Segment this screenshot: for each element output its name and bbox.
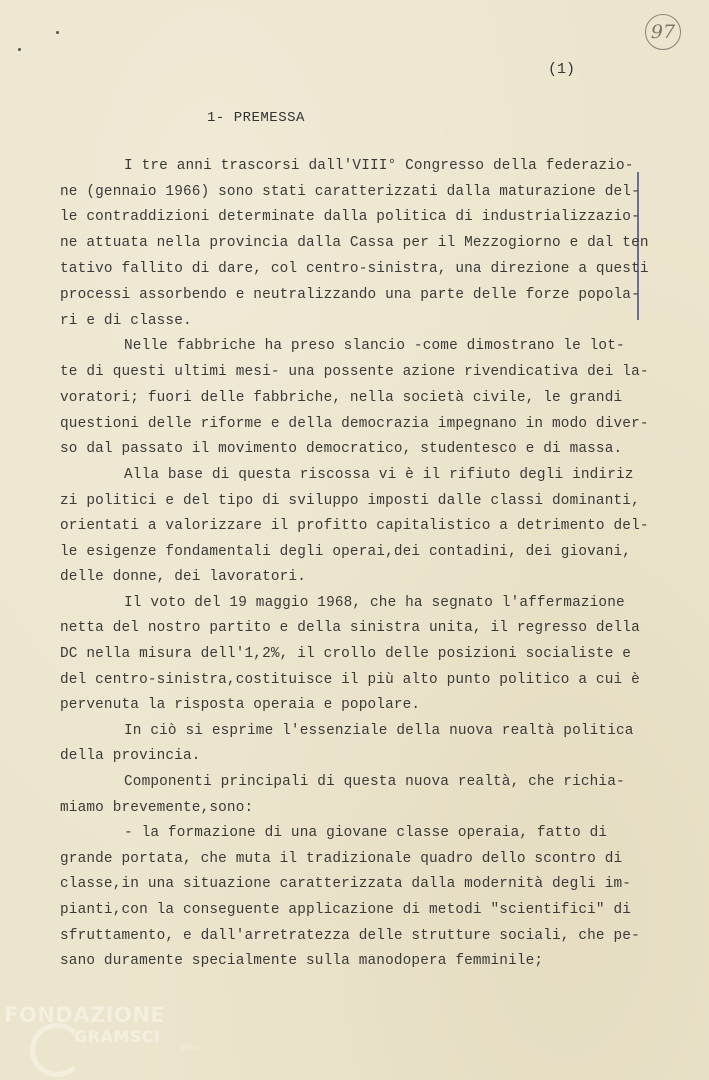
body-line: zi politici e del tipo di sviluppo imposti dalle classi dominanti, — [60, 493, 640, 509]
page-number: (1) — [548, 61, 576, 78]
body-line: pianti,con la conseguente applicazione di metodi "scientifici" di — [60, 902, 632, 918]
body-line: questioni delle riforme e della democrazia impegnano in modo diver- — [60, 416, 649, 432]
body-line: I tre anni trascorsi dall'VIII° Congresso della federazio- — [124, 158, 634, 174]
archive-number-stamp: 97 — [645, 14, 681, 50]
body-line: so dal passato il movimento democratico, studentesco e di massa. — [60, 441, 623, 457]
body-line: miamo brevemente,sono: — [60, 800, 254, 816]
watermark-line-1: FONDAZIONE — [4, 1003, 166, 1027]
body-line: - la formazione di una giovane classe operaia, fatto di — [124, 825, 608, 841]
body-line: delle donne, dei lavoratori. — [60, 569, 307, 585]
body-line: sfruttamento, e dall'arretratezza delle strutture sociali, che pe- — [60, 928, 640, 944]
body-line: della provincia. — [60, 748, 201, 764]
body-line: grande portata, che muta il tradizionale quadro dello scontro di — [60, 851, 623, 867]
body-line: le contraddizioni determinate dalla politica di industrializzazio- — [60, 209, 640, 225]
body-line: processi assorbendo e neutralizzando una parte delle forze popola- — [60, 287, 640, 303]
body-line: classe,in una situazione caratterizzata dalla modernità degli im- — [60, 876, 632, 892]
body-line: voratori; fuori delle fabbriche, nella società civile, le grandi — [60, 390, 623, 406]
watermark-line-2: GRAMSCI — [74, 1027, 161, 1046]
body-line: pervenuta la risposta operaia e popolare. — [60, 697, 421, 713]
body-line: ri e di classe. — [60, 313, 192, 329]
ink-speck — [18, 48, 21, 51]
body-line: ne attuata nella provincia dalla Cassa per il Mezzogiorno e dal ten — [60, 235, 649, 251]
body-line: del centro-sinistra,costituisce il più alto punto politico a cui è — [60, 672, 640, 688]
body-line: Componenti principali di questa nuova realtà, che richia- — [124, 774, 625, 790]
body-line: ne (gennaio 1966) sono stati caratterizzati dalla maturazione del- — [60, 184, 640, 200]
watermark-logo — [4, 1003, 204, 1073]
body-line: Nelle fabbriche ha preso slancio -come dimostrano le lot- — [124, 338, 625, 354]
body-line: sano duramente specialmente sulla manodopera femminile; — [60, 953, 544, 969]
watermark-line-3: onlus — [180, 1043, 202, 1052]
body-line: te di questi ultimi mesi- una possente azione rivendicativa dei la- — [60, 364, 649, 380]
body-line: le esigenze fondamentali degli operai,dei contadini, dei giovani, — [60, 544, 632, 560]
body-line: orientati a valorizzare il profitto capitalistico a detrimento del- — [60, 518, 649, 534]
body-line: DC nella misura dell'1,2%, il crollo delle posizioni socialiste e — [60, 646, 632, 662]
body-line: netta del nostro partito e della sinistra unita, il regresso della — [60, 620, 640, 636]
body-line: Il voto del 19 maggio 1968, che ha segnato l'affermazione — [124, 595, 625, 611]
ink-speck — [56, 31, 59, 34]
body-line: Alla base di questa riscossa vi è il rifiuto degli indiriz — [124, 467, 634, 483]
body-line: tativo fallito di dare, col centro-sinistra, una direzione a questi — [60, 261, 649, 277]
body-line: In ciò si esprime l'essenziale della nuova realtà politica — [124, 723, 634, 739]
section-title: 1- PREMESSA — [207, 110, 305, 126]
